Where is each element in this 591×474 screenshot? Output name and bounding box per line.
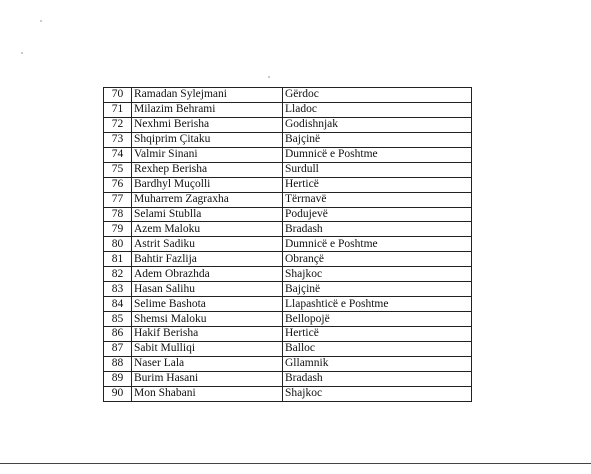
- table-row: [104, 356, 472, 371]
- table-row: [104, 177, 472, 192]
- row-number-cell: 90: [104, 386, 132, 401]
- table-row: [104, 282, 472, 297]
- village-cell: Bradash: [283, 222, 472, 237]
- village-cell: Podujevë: [283, 207, 472, 222]
- person-name-cell: Milazim Behrami: [132, 102, 283, 117]
- row-number-cell: 83: [104, 282, 132, 297]
- village-cell: Obrançë: [283, 252, 472, 267]
- person-name-cell: Rexhep Berisha: [132, 162, 283, 177]
- scan-speck: [21, 52, 23, 54]
- village-cell: Shajkoc: [283, 386, 472, 401]
- table-row: [104, 341, 472, 356]
- table-row: [104, 297, 472, 312]
- village-cell: Bellopojë: [283, 312, 472, 327]
- table-row: [104, 207, 472, 222]
- village-cell: Gllamnik: [283, 356, 472, 371]
- person-name-cell: Shemsi Maloku: [132, 312, 283, 327]
- row-number-cell: 78: [104, 207, 132, 222]
- row-number-cell: 81: [104, 252, 132, 267]
- person-name-cell: Selami Stublla: [132, 207, 283, 222]
- person-name-cell: Astrit Sadiku: [132, 237, 283, 252]
- table-row: [104, 132, 472, 147]
- village-cell: Balloc: [283, 341, 472, 356]
- row-number-cell: 80: [104, 237, 132, 252]
- row-number-cell: 72: [104, 117, 132, 132]
- roster-table-body: [104, 88, 472, 402]
- village-cell: Surdull: [283, 162, 472, 177]
- village-cell: Shajkoc: [283, 267, 472, 282]
- row-number-cell: 84: [104, 297, 132, 312]
- row-number-cell: 82: [104, 267, 132, 282]
- table-row: [104, 386, 472, 401]
- row-number-cell: 86: [104, 327, 132, 342]
- scan-speck: [268, 76, 270, 78]
- person-name-cell: Azem Maloku: [132, 222, 283, 237]
- village-cell: Herticë: [283, 177, 472, 192]
- row-number-cell: 88: [104, 356, 132, 371]
- row-number-cell: 71: [104, 102, 132, 117]
- person-name-cell: Nexhmi Berisha: [132, 117, 283, 132]
- table-row: [104, 252, 472, 267]
- village-cell: Herticë: [283, 327, 472, 342]
- village-cell: Llapashticë e Poshtme: [283, 297, 472, 312]
- person-name-cell: Bahtir Fazlija: [132, 252, 283, 267]
- village-cell: Lladoc: [283, 102, 472, 117]
- person-name-cell: Ramadan Sylejmani: [132, 88, 283, 103]
- village-cell: Godishnjak: [283, 117, 472, 132]
- table-row: [104, 222, 472, 237]
- person-name-cell: Selime Bashota: [132, 297, 283, 312]
- row-number-cell: 76: [104, 177, 132, 192]
- table-row: [104, 371, 472, 386]
- table-row: [104, 237, 472, 252]
- person-name-cell: Sabit Mulliqi: [132, 341, 283, 356]
- person-name-cell: Burim Hasani: [132, 371, 283, 386]
- village-cell: Dumnicë e Poshtme: [283, 147, 472, 162]
- person-name-cell: Hakif Berisha: [132, 327, 283, 342]
- table-row: [104, 267, 472, 282]
- person-name-cell: Muharrem Zagraxha: [132, 192, 283, 207]
- row-number-cell: 73: [104, 132, 132, 147]
- table-row: [104, 162, 472, 177]
- village-cell: Dumnicë e Poshtme: [283, 237, 472, 252]
- person-name-cell: Naser Lala: [132, 356, 283, 371]
- person-name-cell: Mon Shabani: [132, 386, 283, 401]
- person-name-cell: Adem Obrazhda: [132, 267, 283, 282]
- person-name-cell: Shqiprim Çitaku: [132, 132, 283, 147]
- row-number-cell: 79: [104, 222, 132, 237]
- row-number-cell: 74: [104, 147, 132, 162]
- row-number-cell: 77: [104, 192, 132, 207]
- row-number-cell: 87: [104, 341, 132, 356]
- person-name-cell: Valmir Sinani: [132, 147, 283, 162]
- row-number-cell: 70: [104, 88, 132, 103]
- table-row: [104, 327, 472, 342]
- table-row: [104, 117, 472, 132]
- village-cell: Tërrnavë: [283, 192, 472, 207]
- person-name-cell: Hasan Salihu: [132, 282, 283, 297]
- village-cell: Bradash: [283, 371, 472, 386]
- table-row: [104, 102, 472, 117]
- village-cell: Bajçinë: [283, 132, 472, 147]
- row-number-cell: 75: [104, 162, 132, 177]
- table-row: [104, 312, 472, 327]
- village-cell: Gërdoc: [283, 88, 472, 103]
- table-row: [104, 147, 472, 162]
- page-bottom-rule: [0, 463, 591, 464]
- table-row: [104, 88, 472, 103]
- row-number-cell: 85: [104, 312, 132, 327]
- person-name-cell: Bardhyl Muçolli: [132, 177, 283, 192]
- scan-speck: [40, 20, 42, 22]
- village-cell: Bajçinë: [283, 282, 472, 297]
- row-number-cell: 89: [104, 371, 132, 386]
- table-row: [104, 192, 472, 207]
- roster-table: [103, 87, 472, 402]
